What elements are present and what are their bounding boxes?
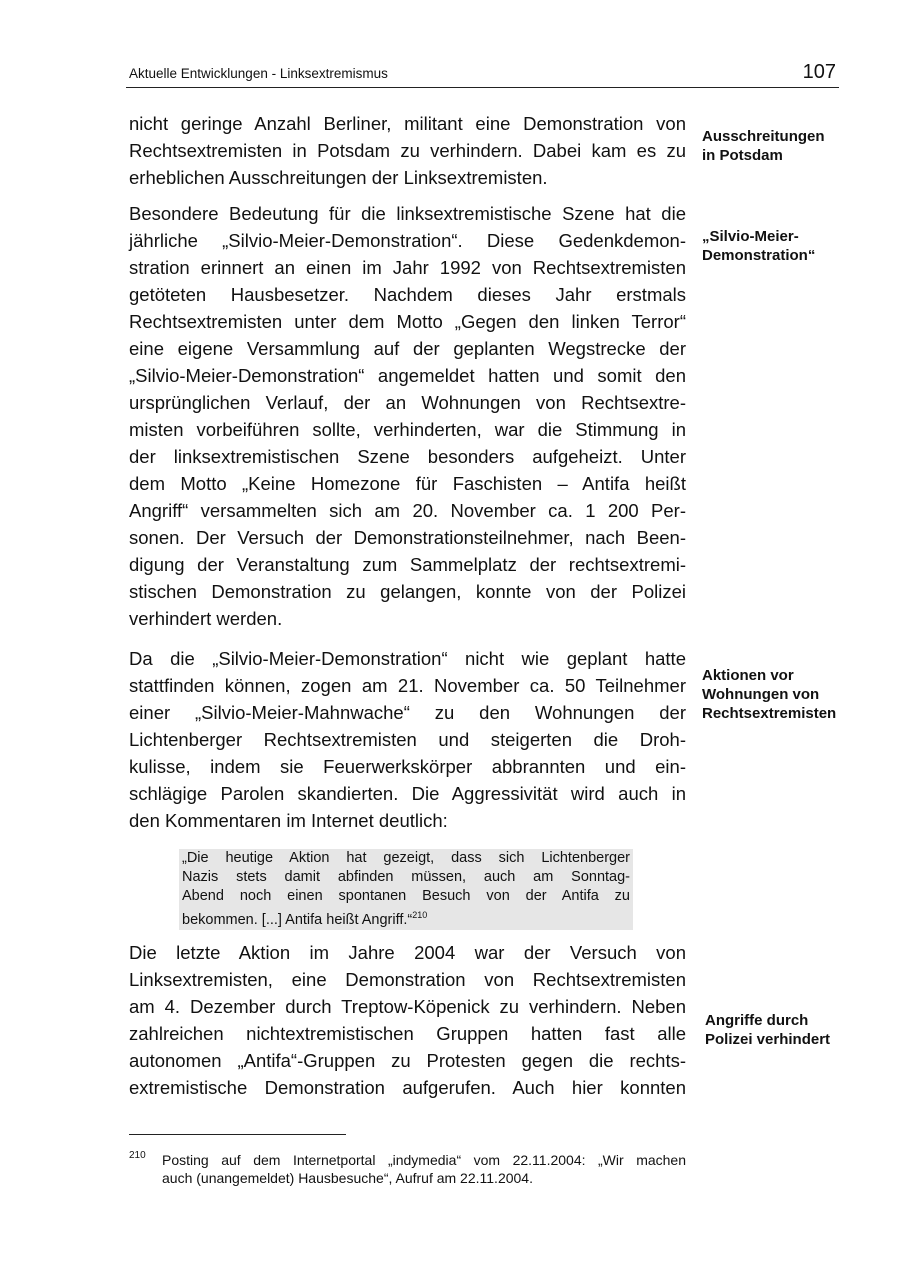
text-line: zahlreichen nichtextremistischen Gruppen hatten fast alle	[129, 1023, 686, 1044]
paragraph-4	[129, 939, 686, 1101]
running-title: Aktuelle Entwicklungen - Linksextremismus	[129, 66, 388, 81]
text-line: den Kommentaren im Internet deutlich:	[129, 810, 448, 831]
paragraph-3	[129, 645, 686, 834]
text-line: „Silvio-Meier-Demonstration“ angemeldet hatten und somit den	[129, 365, 686, 386]
text-line: autonomen „Antifa“-Gruppen zu Protesten gegen die rechts-	[129, 1050, 686, 1071]
footnote-line: auch (unangemeldet) Hausbesuche“, Aufruf am 22.11.2004.	[162, 1170, 533, 1186]
margin-note-line: Polizei verhindert	[705, 1031, 831, 1048]
text-line: nicht geringe Anzahl Berliner, militant eine Demonstration von	[129, 113, 686, 134]
quote-line: Abend noch einen spontanen Besuch von der Antifa zu	[182, 888, 630, 904]
page-number: 107	[802, 61, 836, 83]
text-line: der linksextremistischen Szene besonders aufgeheizt. Unter	[129, 446, 686, 467]
footnote-reference[interactable]: 210	[412, 910, 428, 920]
text-line: einer „Silvio-Meier-Mahnwache“ zu den Wohnungen der	[129, 702, 686, 723]
margin-note-angriffe	[705, 1011, 865, 1049]
text-line: ursprünglichen Verlauf, der an Wohnungen von Rechtsextre-	[129, 392, 686, 413]
quote-last-text: bekommen. [...] Antifa heißt Angriff.“	[182, 911, 413, 928]
text-line: jährliche „Silvio-Meier-Demonstration“. Diese Gedenkdemon-	[129, 230, 686, 251]
margin-note-line: „Silvio-Meier-	[702, 228, 799, 245]
text-line: Angriff“ versammelten sich am 20. November ca. 1 200 Per-	[129, 500, 686, 521]
text-line: Rechtsextremisten in Potsdam zu verhindern. Dabei kam es zu	[129, 140, 686, 161]
margin-note-line: in Potsdam	[702, 147, 783, 164]
text-line: Die letzte Aktion im Jahre 2004 war der Versuch von	[129, 942, 686, 963]
footnote-text	[162, 1151, 686, 1187]
margin-note-line: Rechtsextremisten	[702, 705, 837, 722]
text-line: misten vorbeiführen sollte, verhinderten, war die Stimmung in	[129, 419, 686, 440]
margin-note-line: Demonstration“	[702, 247, 816, 264]
blockquote	[179, 849, 633, 930]
margin-note-line: Ausschreitungen	[702, 128, 825, 145]
text-line: stration erinnert an einen im Jahr 1992 von Rechtsextremisten	[129, 257, 686, 278]
paragraph-2	[129, 200, 686, 632]
margin-note-silvio-meier	[702, 227, 862, 265]
text-line: stischen Demonstration zu gelangen, konnte von der Polizei	[129, 581, 686, 602]
paragraph-1	[129, 110, 686, 191]
margin-note-line: Angriffe durch	[705, 1012, 809, 1029]
quote-line	[182, 906, 630, 930]
quote-line: „Die heutige Aktion hat gezeigt, dass sich Lichtenberger	[182, 850, 630, 866]
text-line: erheblichen Ausschreitungen der Linksextremisten.	[129, 167, 548, 188]
text-line: kulisse, indem sie Feuerwerkskörper abbrannten und ein-	[129, 756, 686, 777]
margin-note-ausschreitungen	[702, 127, 862, 165]
text-line: Linksextremisten, eine Demonstration von Rechtsextremisten	[129, 969, 686, 990]
text-line: eine eigene Versammlung auf der geplanten Wegstrecke der	[129, 338, 686, 359]
footnote-divider	[129, 1134, 346, 1135]
text-line: stattfinden können, zogen am 21. November ca. 50 Teilnehmer	[129, 675, 686, 696]
text-line: Rechtsextremisten unter dem Motto „Gegen den linken Terror“	[129, 311, 686, 332]
margin-note-line: Aktionen vor	[702, 667, 794, 684]
footnote-line: Posting auf dem Internetportal „indymedia“ vom 22.11.2004: „Wir machen	[162, 1152, 686, 1168]
margin-note-aktionen	[702, 666, 862, 723]
text-line: dem Motto „Keine Homezone für Faschisten – Antifa heißt	[129, 473, 686, 494]
text-line: am 4. Dezember durch Treptow-Köpenick zu verhindern. Neben	[129, 996, 686, 1017]
header-divider	[126, 87, 839, 88]
text-line: verhindert werden.	[129, 608, 283, 629]
text-line: Da die „Silvio-Meier-Demonstration“ nicht wie geplant hatte	[129, 648, 686, 669]
text-line: sonen. Der Versuch der Demonstrationsteilnehmer, nach Been-	[129, 527, 686, 548]
footnote-number: 210	[129, 1150, 146, 1161]
text-line: getöteten Hausbesetzer. Nachdem dieses Jahr erstmals	[129, 284, 686, 305]
quote-line: Nazis stets damit abfinden müssen, auch am Sonntag-	[182, 869, 630, 885]
text-line: digung der Veranstaltung zum Sammelplatz der rechtsextremi-	[129, 554, 686, 575]
text-line: extremistische Demonstration aufgerufen. Auch hier konnten	[129, 1077, 686, 1098]
text-line: schlägige Parolen skandierten. Die Aggressivität wird auch in	[129, 783, 686, 804]
margin-note-line: Wohnungen von	[702, 686, 820, 703]
text-line: Besondere Bedeutung für die linksextremistische Szene hat die	[129, 203, 686, 224]
text-line: Lichtenberger Rechtsextremisten und steigerten die Droh-	[129, 729, 686, 750]
